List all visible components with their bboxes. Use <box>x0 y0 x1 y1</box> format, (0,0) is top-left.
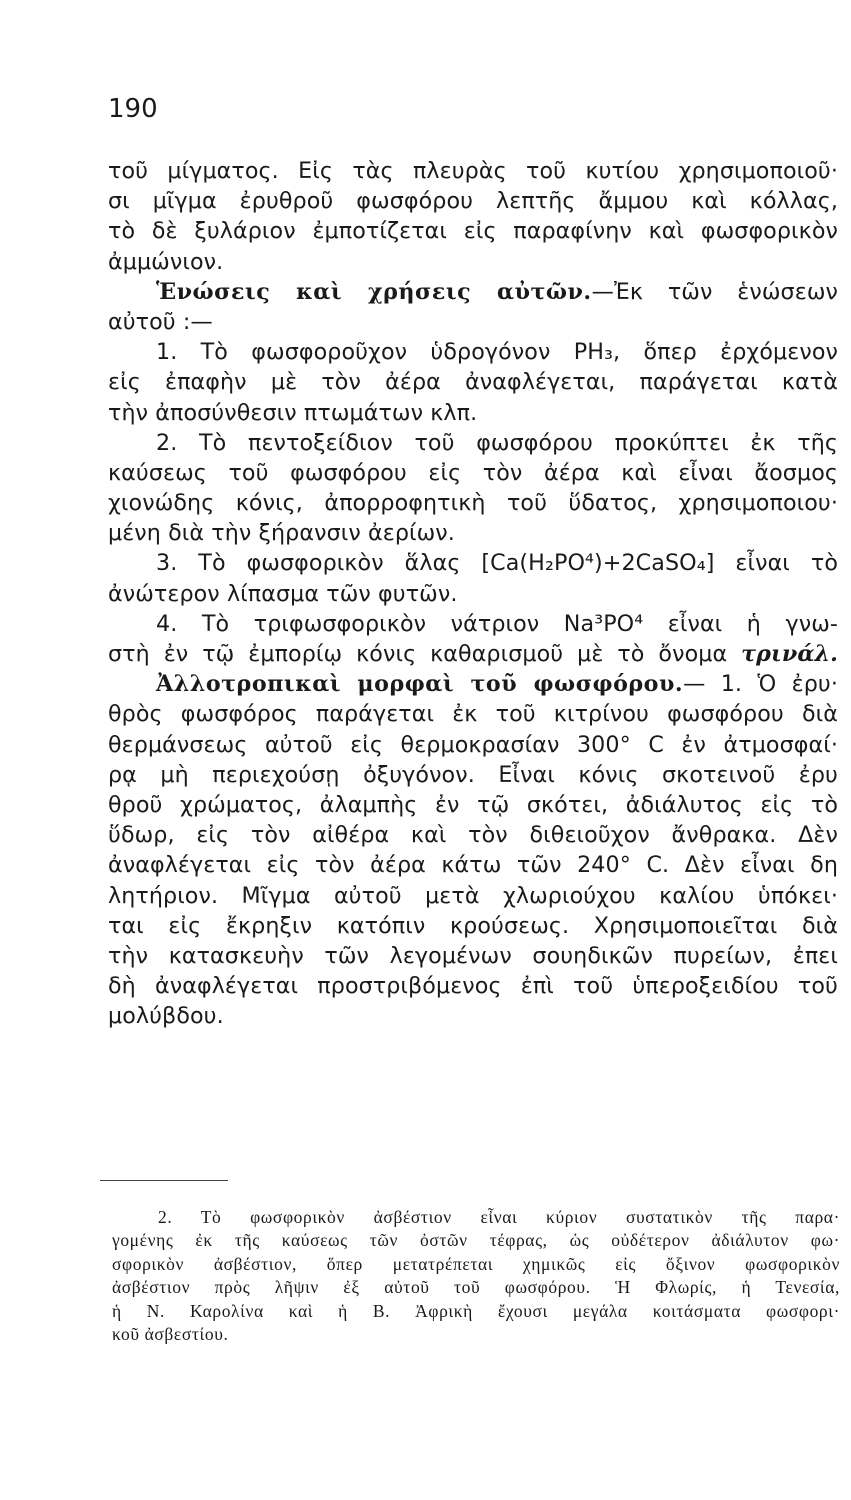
list-item-text: στὴ ἐν τῷ ἐμπορίῳ κόνις καθαρισμοῦ μὲ τὸ ὄνομα <box>108 641 728 667</box>
section-heading-rest: — 1. Ὁ ἐρυ· <box>683 671 838 698</box>
text-line: τὴν κατασκευὴν τῶν λεγομένων σουηδικῶν πυρείων, ἐπει <box>108 942 838 969</box>
list-item-line: χιονώδης κόνις, ἀπορροφητικὴ τοῦ ὕδατος, χρησιμοποιου· <box>108 490 838 517</box>
section-heading: Ἑνώσεις καὶ χρήσεις αὐτῶν. <box>156 278 592 305</box>
section-heading-line <box>108 277 838 307</box>
list-item-line: 1. Τὸ φωσφοροῦχον ὑδρογόνον PH₃, ὅπερ ἐρχόμενον <box>156 339 838 366</box>
text-line: ἀμμώνιον. <box>108 248 224 275</box>
text-line: αὐτοῦ :— <box>108 308 213 335</box>
section-heading-line <box>108 669 838 699</box>
text-line: θερμάνσεως αὐτοῦ εἰς θερμοκρασίαν 300° C ἐν ἀτμοσφαί· <box>108 731 838 758</box>
text-line: τὸ δὲ ξυλάριον ἐμποτίζεται εἰς παραφίνην καὶ φωσφορικὸν <box>108 218 838 245</box>
section-heading-rest: —Ἐκ τῶν ἑνώσεων <box>591 278 838 305</box>
text-line: ἀναφλέγεται εἰς τὸν ἀέρα κάτω τῶν 240° C. Δὲν εἶναι δη <box>108 852 838 879</box>
text-line: θρὸς φωσφόρος παράγεται ἐκ τοῦ κιτρίνου φωσφόρου διὰ <box>108 701 838 728</box>
footnote-line: γομένης ἐκ τῆς καύσεως τῶν ὀστῶν τέφρας, ὡς οὐδέτερον ἀδιάλυτον φω· <box>112 1230 840 1251</box>
footnote-divider <box>100 1180 228 1181</box>
list-item-line: 3. Τὸ φωσφορικὸν ἅλας [Ca(H₂PO⁴)+2CaSO₄] εἶναι τὸ <box>156 550 838 577</box>
text-line: λητήριον. Μῖγμα αὐτοῦ μετὰ χλωριούχου καλίου ὑπόκει· <box>108 882 838 909</box>
text-line: σι μῖγμα ἐρυθροῦ φωσφόρου λεπτῆς ἄμμου καὶ κόλλας, <box>108 188 838 215</box>
list-item-line: 4. Τὸ τριφωσφορικὸν νάτριον Na³PO⁴ εἶναι ἡ γνω- <box>156 610 838 637</box>
list-item-line: μένη διὰ τὴν ξήρανσιν ἀερίων. <box>108 520 455 547</box>
list-item-line: ἀνώτερον λίπασμα τῶν φυτῶν. <box>108 580 458 607</box>
page-number: 190 <box>108 94 158 124</box>
list-item-line: 2. Τὸ πεντοξείδιον τοῦ φωσφόρου προκύπτει ἐκ τῆς <box>156 429 838 456</box>
footnote <box>112 1206 840 1346</box>
text-line: ὕδωρ, εἰς τὸν αἰθέρα καὶ τὸν διθειοῦχον ἄνθρακα. Δὲν <box>108 822 838 849</box>
footnote-line: κοῦ ἀσβεστίου. <box>112 1323 229 1344</box>
section-heading: Ἀλλοτροπικαὶ μορφαὶ τοῦ φωσφόρου. <box>156 671 684 698</box>
text-line: τοῦ μίγματος. Εἰς τὰς πλευρὰς τοῦ κυτίου χρησιμοποιοῦ· <box>108 158 838 184</box>
footnote-line: ἡ Ν. Καρολίνα καὶ ἡ Β. Ἀφρικὴ ἔχουσι μεγάλα κοιτάσματα φωσφορι· <box>112 1300 840 1321</box>
list-item-line: τὴν ἀποσύνθεσιν πτωμάτων κλπ. <box>108 399 478 426</box>
text-line: μολύβδου. <box>108 1003 224 1030</box>
list-item-line <box>108 639 838 669</box>
text-line: θροῦ χρώματος, ἀλαμπὴς ἐν τῷ σκότει, ἀδιάλυτος εἰς τὸ <box>108 791 838 818</box>
text-line: ρᾳ μὴ περιεχούσῃ ὀξυγόνον. Εἶναι κόνις σκοτεινοῦ ἐρυ <box>108 761 838 788</box>
list-item-line: καύσεως τοῦ φωσφόρου εἰς τὸν ἀέρα καὶ εἶναι ἄοσμος <box>108 459 838 486</box>
footnote-line: ἀσβέστιον πρὸς λῆψιν ἐξ αὐτοῦ τοῦ φωσφόρου. Ἡ Φλωρίς, ἡ Τενεσία, <box>112 1277 840 1298</box>
list-item-line: εἰς ἐπαφὴν μὲ τὸν ἀέρα ἀναφλέγεται, παράγεται κατὰ <box>108 369 838 396</box>
footnote-line: 2. Τὸ φωσφορικὸν ἀσβέστιον εἶναι κύριον συστατικὸν τῆς παρα· <box>158 1207 840 1227</box>
footnote-line: σφορικὸν ἀσβέστιον, ὅπερ μετατρέπεται χημικῶς εἰς ὄξινον φωσφορικὸν <box>112 1253 840 1274</box>
body-text <box>108 156 838 1031</box>
text-line: ται εἰς ἔκρηξιν κατόπιν κρούσεως. Χρησιμοποιεῖται διὰ <box>108 912 838 939</box>
italic-term: τρινάλ. <box>741 641 839 667</box>
text-line: δὴ ἀναφλέγεται προστριβόμενος ἐπὶ τοῦ ὑπεροξειδίου τοῦ <box>108 973 838 1000</box>
